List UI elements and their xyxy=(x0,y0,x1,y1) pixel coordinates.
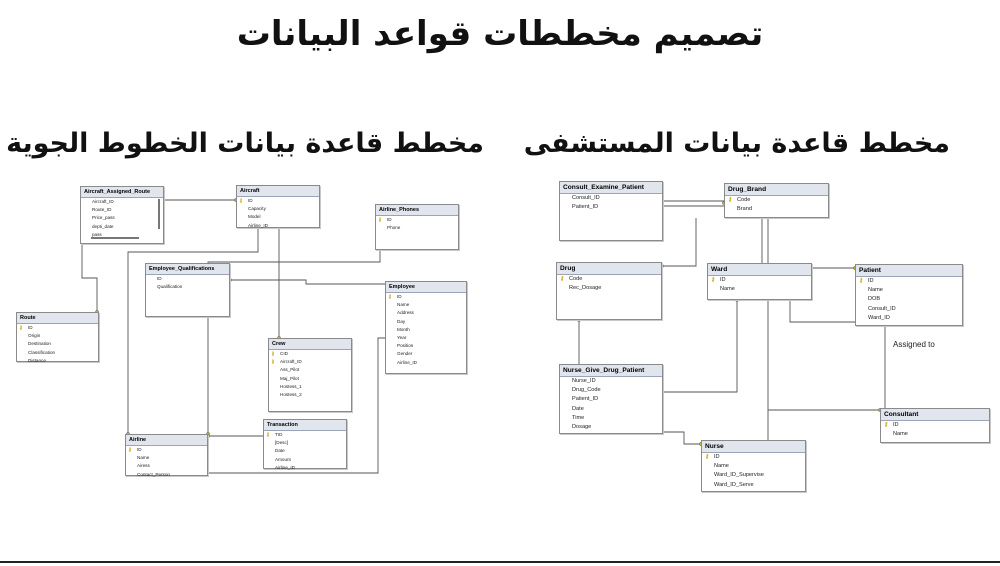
table-employee-qualifications[interactable] xyxy=(145,263,230,317)
column: Ass_Pilot xyxy=(280,367,300,373)
rel-aircraft-airline xyxy=(128,228,258,434)
column: ⚷ Code xyxy=(557,275,661,284)
hospital-diagram-heading: مخطط قاعدة بيانات المستشفى xyxy=(523,128,950,159)
table-title: Nurse_Give_Drug_Patient xyxy=(560,365,662,377)
column: ⚷ ID xyxy=(856,277,962,286)
column: Gender xyxy=(397,351,413,357)
column: Model xyxy=(248,214,261,220)
column: Brand xyxy=(737,206,752,213)
column: Patient_ID xyxy=(572,396,599,403)
key-icon: ⚷ xyxy=(266,432,270,438)
table-route[interactable] xyxy=(16,312,99,362)
table-title: Drug xyxy=(557,263,661,275)
page-title: تصميم مخططات قواعد البيانات xyxy=(236,14,764,54)
key-icon: ⚷ xyxy=(859,278,864,284)
key-icon: ⚷ xyxy=(388,294,392,300)
relationship-label: Assigned to xyxy=(893,340,935,349)
column: Hostess_2 xyxy=(280,391,302,397)
table-title: Airline_Phones xyxy=(376,205,458,216)
table-airline[interactable] xyxy=(125,434,208,476)
column: Time xyxy=(572,414,585,421)
key-icon: ⚷ xyxy=(884,422,889,428)
column: ⚷ ID xyxy=(239,198,253,204)
column: Origin xyxy=(28,333,41,339)
table-transaction[interactable] xyxy=(263,419,347,469)
rel-assigned-route-route xyxy=(82,244,97,312)
column: Dosage xyxy=(572,423,592,430)
column: Name xyxy=(714,463,729,470)
column: Patient_ID xyxy=(572,204,599,211)
table-title: Aircraft xyxy=(237,186,319,197)
column: Hostess_1 xyxy=(280,383,302,389)
column: Route_ID xyxy=(92,207,112,213)
column: depti_date xyxy=(92,223,114,229)
key-icon: ⚷ xyxy=(271,351,275,357)
table-ward[interactable] xyxy=(707,263,812,300)
key-icon: ⚷ xyxy=(378,217,382,223)
column: Airline_ID xyxy=(248,222,268,228)
column: ⚷ Aircraft_ID xyxy=(271,359,302,366)
table-employee[interactable] xyxy=(385,281,467,374)
table-title: Airline xyxy=(126,435,207,446)
table-title: Route xyxy=(17,313,98,324)
column: Airline_ID xyxy=(397,359,417,365)
table-title: Employee xyxy=(386,282,466,293)
table-airline-phones[interactable] xyxy=(375,204,459,250)
rel-patient-ward xyxy=(790,300,855,322)
column: Address xyxy=(397,310,414,316)
column: DOB xyxy=(868,296,881,303)
column: Name xyxy=(868,287,883,294)
table-title: Crew xyxy=(269,339,351,350)
horizontal-scrollbar[interactable] xyxy=(91,237,139,239)
table-nurse-give-drug-patient[interactable] xyxy=(559,364,663,434)
column: Price_pass xyxy=(92,215,115,221)
column: Airess xyxy=(137,463,150,469)
column: ⚷ TID xyxy=(266,432,283,438)
column: Qualification xyxy=(157,284,183,290)
column: Consult_ID xyxy=(572,195,600,201)
column: ⚷ ID xyxy=(388,294,402,300)
table-patient[interactable] xyxy=(855,264,963,326)
table-title: Drug_Brand xyxy=(725,184,828,196)
column: Airline_ID xyxy=(275,464,295,470)
column: Date xyxy=(572,405,584,412)
column: Nurse_ID xyxy=(572,378,596,384)
table-title: Aircraft_Assigned_Route xyxy=(81,187,163,198)
column: Distance xyxy=(28,357,46,363)
key-icon: ⚷ xyxy=(271,359,275,366)
column: ⚷ ID xyxy=(708,276,811,285)
column: [Desc] xyxy=(275,440,289,446)
column: pass xyxy=(92,231,102,237)
table-aircraft-assigned-route[interactable] xyxy=(80,186,164,244)
column: Destination xyxy=(28,341,51,347)
vertical-scrollbar[interactable] xyxy=(158,199,160,229)
column: Ward_ID xyxy=(868,314,890,321)
table-consult-examine-patient[interactable] xyxy=(559,181,663,241)
table-crew[interactable] xyxy=(268,338,352,412)
column: ⚷ CID xyxy=(271,351,288,357)
table-title: Ward xyxy=(708,264,811,276)
column: Phone xyxy=(387,225,401,231)
key-icon: ⚷ xyxy=(711,277,716,283)
table-nurse[interactable] xyxy=(701,440,806,492)
column: Name xyxy=(720,286,735,293)
table-consultant[interactable] xyxy=(880,408,990,443)
column: Aircraft_ID xyxy=(92,199,114,204)
column: Amount xyxy=(275,456,291,462)
column: Rec_Dosage xyxy=(569,285,602,292)
column: ⚷ Code xyxy=(725,196,828,205)
table-title: Transaction xyxy=(264,420,346,431)
column: Ward_ID_Supervise xyxy=(714,472,764,479)
key-icon: ⚷ xyxy=(128,447,132,453)
table-title: Consultant xyxy=(881,409,989,421)
bottom-divider xyxy=(0,561,1000,563)
column: ID xyxy=(157,276,162,281)
column: Ward_ID_Serve xyxy=(714,481,754,488)
table-aircraft[interactable] xyxy=(236,185,320,228)
rel-brand-drug xyxy=(662,218,696,266)
column: Name xyxy=(397,302,410,308)
column: Position xyxy=(397,343,414,349)
table-title: Employee_Qualifications xyxy=(146,264,229,275)
column: Drug_Code xyxy=(572,387,601,394)
column: ⚷ ID xyxy=(881,421,989,430)
rel-nurse-give-ward xyxy=(663,300,737,392)
rel-qualifications-employee xyxy=(230,280,385,284)
column: Contact_Person xyxy=(137,471,170,477)
table-title: Patient xyxy=(856,265,962,277)
key-icon: ⚷ xyxy=(705,454,710,460)
key-icon: ⚷ xyxy=(560,276,565,282)
column: Day xyxy=(397,318,406,324)
key-icon: ⚷ xyxy=(728,197,733,203)
key-icon: ⚷ xyxy=(19,325,23,331)
column: ⚷ ID xyxy=(19,325,33,331)
column: Year xyxy=(397,334,407,340)
table-drug-brand[interactable] xyxy=(724,183,829,218)
column: Consult_ID xyxy=(868,305,896,312)
table-title: Consult_Examine_Patient xyxy=(560,182,662,194)
column: Name xyxy=(893,431,908,438)
table-drug[interactable] xyxy=(556,262,662,320)
column: ⚷ ID xyxy=(128,447,142,453)
column: Date xyxy=(275,448,285,454)
airline-diagram-heading: مخطط قاعدة بيانات الخطوط الجوية xyxy=(6,128,484,159)
column: Name xyxy=(137,455,150,461)
rel-nurse-give-nurse xyxy=(663,432,701,444)
column: Capacity xyxy=(248,206,266,212)
column: Month xyxy=(397,326,410,332)
column: Maj_Pilot xyxy=(280,375,299,381)
column: Classification xyxy=(28,349,56,355)
key-icon: ⚷ xyxy=(239,198,243,204)
column: ⚷ ID xyxy=(702,453,805,462)
column: ⚷ ID xyxy=(378,217,392,223)
table-title: Nurse xyxy=(702,441,805,453)
